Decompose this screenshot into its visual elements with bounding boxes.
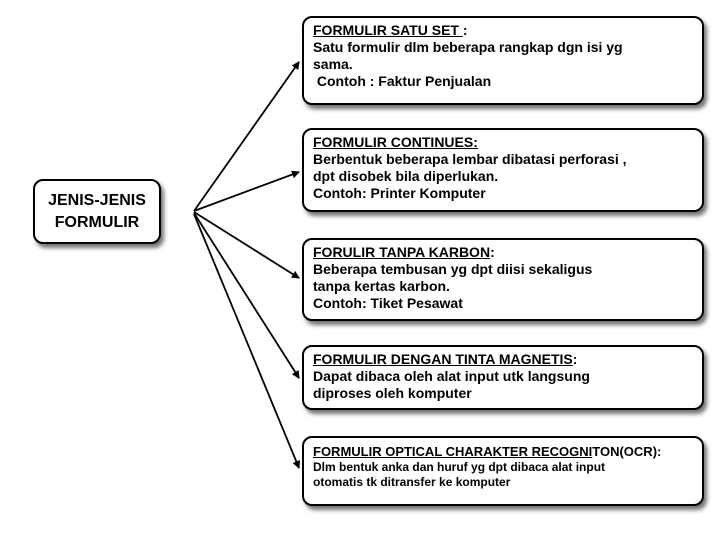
node-title — [313, 22, 694, 39]
node-desc-line: sama. — [313, 56, 353, 72]
node-formulir-tanpa-karbon — [302, 238, 704, 321]
arrow-to-tinta-magnetis — [194, 213, 299, 378]
node-desc-line: tanpa kertas karbon. — [313, 278, 450, 294]
node-title-text: FORMULIR DENGAN TINTA MAGNETIS — [313, 351, 573, 367]
node-formulir-satu-set — [302, 16, 704, 105]
node-title — [313, 444, 694, 460]
node-title-suffix: : — [462, 22, 468, 38]
node-example-line: Contoh: Tiket Pesawat — [313, 295, 463, 311]
root-label-line2: FORMULIR — [54, 213, 140, 231]
node-formulir-ocr — [302, 436, 704, 506]
node-formulir-tinta-magnetis — [302, 345, 704, 410]
node-title-text: FORMULIR SATU SET — [313, 22, 463, 38]
arrow-to-ocr — [194, 214, 299, 468]
node-title-text: FORMULIR OPTICAL CHARAKTER RECOGNI — [313, 444, 593, 459]
node-title-text: FORMULIR CONTINUES: — [313, 134, 478, 150]
arrow-to-continues — [194, 172, 299, 211]
node-desc-line: Beberapa tembusan yg dpt diisi sekaligus — [313, 261, 593, 277]
node-title — [313, 134, 694, 151]
node-title-suffix: : — [490, 244, 495, 260]
node-title-text: FORULIR TANPA KARBON — [313, 244, 491, 260]
node-title-suffix: : — [572, 351, 578, 367]
node-desc-line: Dlm bentuk anka dan huruf yg dpt dibaca alat input — [313, 460, 606, 474]
node-desc-line: Berbentuk beberapa lembar dibatasi perforasi , — [313, 151, 627, 167]
arrow-to-satu-set — [194, 62, 299, 211]
arrow-to-tanpa-karbon — [194, 212, 299, 278]
node-title — [313, 244, 694, 261]
node-desc-line: Satu formulir dlm beberapa rangkap dgn isi yg — [313, 39, 623, 55]
root-node-jenis-formulir — [33, 179, 161, 244]
node-title — [313, 351, 694, 368]
node-desc-line: diproses oleh komputer — [313, 385, 472, 401]
node-example-line: Contoh : Faktur Penjualan — [313, 73, 492, 89]
node-formulir-continues — [302, 128, 704, 212]
node-title-suffix: TON(OCR): — [592, 444, 662, 459]
node-desc-line: Dapat dibaca oleh alat input utk langsung — [313, 368, 590, 384]
root-label-line1: JENIS-JENIS — [48, 191, 146, 209]
node-desc-line: dpt disobek bila diperlukan. — [313, 168, 499, 184]
node-example-line: Contoh: Printer Komputer — [313, 185, 486, 201]
node-desc-line: otomatis tk ditransfer ke komputer — [313, 475, 511, 489]
